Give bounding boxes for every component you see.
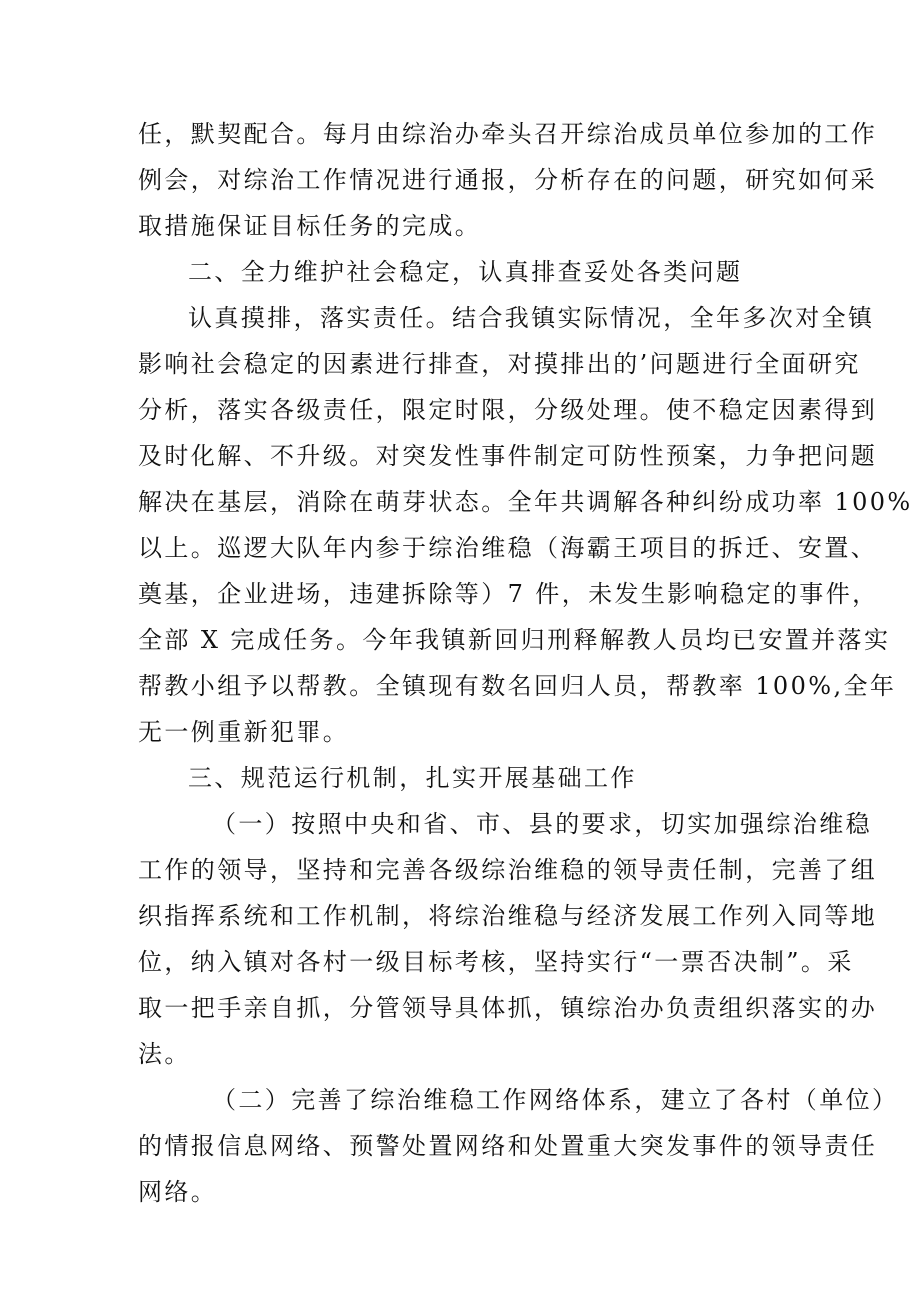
text-line: 网络。 bbox=[138, 1178, 218, 1206]
section-heading: 二、全力维护社会稳定，认真排查妥处各类问题 bbox=[188, 258, 743, 286]
text-line: 任，默契配合。每月由综治办牵头召开综治成员单位参加的工作 bbox=[138, 120, 878, 148]
text-line: 以上。巡逻大队年内参于综治维稳（海霸王项目的拆迁、安置、 bbox=[138, 534, 878, 562]
text-line: 解决在基层，消除在萌芽状态。全年共调解各种纠纷成功率 100% bbox=[138, 488, 913, 516]
text-line: 取一把手亲自抓，分管领导具体抓，镇综治办负责组织落实的办 bbox=[138, 994, 878, 1022]
text-line: 影响社会稳定的因素进行排查，对摸排出的’问题进行全面研究 bbox=[138, 350, 861, 378]
text-line: 工作的领导，坚持和完善各级综治维稳的领导责任制，完善了组 bbox=[138, 856, 878, 884]
text-line: 全部 X 完成任务。今年我镇新回归刑释解教人员均已安置并落实 bbox=[138, 626, 891, 654]
text-line: 及时化解、不升级。对突发性事件制定可防性预案，力争把问题 bbox=[138, 442, 878, 470]
text-line: 分析，落实各级责任，限定时限，分级处理。使不稳定因素得到 bbox=[138, 396, 878, 424]
text-line: （二）完善了综治维稳工作网络体系，建立了各村（单位） bbox=[212, 1086, 899, 1114]
text-line: 例会，对综治工作情况进行通报，分析存在的问题，研究如何采 bbox=[138, 166, 878, 194]
text-line: 取措施保证目标任务的完成。 bbox=[138, 212, 482, 240]
section-heading: 三、规范运行机制，扎实开展基础工作 bbox=[188, 764, 637, 792]
text-line: 的情报信息网络、预警处置网络和处置重大突发事件的领导责任 bbox=[138, 1132, 878, 1160]
text-line: 无一例重新犯罪。 bbox=[138, 718, 350, 746]
text-line: 法。 bbox=[138, 1040, 191, 1068]
text-line: 奠基，企业进场，违建拆除等）7 件，未发生影响稳定的事件， bbox=[138, 580, 879, 608]
text-line: 位，纳入镇对各村一级目标考核，坚持实行“一票否决制”。采 bbox=[138, 948, 854, 976]
text-line: 织指挥系统和工作机制，将综治维稳与经济发展工作列入同等地 bbox=[138, 902, 878, 930]
text-line: 认真摸排，落实责任。结合我镇实际情况，全年多次对全镇 bbox=[188, 304, 875, 332]
text-line: （一）按照中央和省、市、县的要求，切实加强综治维稳 bbox=[212, 810, 872, 838]
text-line: 帮教小组予以帮教。全镇现有数名回归人员，帮教率 100%,全年 bbox=[138, 672, 897, 700]
